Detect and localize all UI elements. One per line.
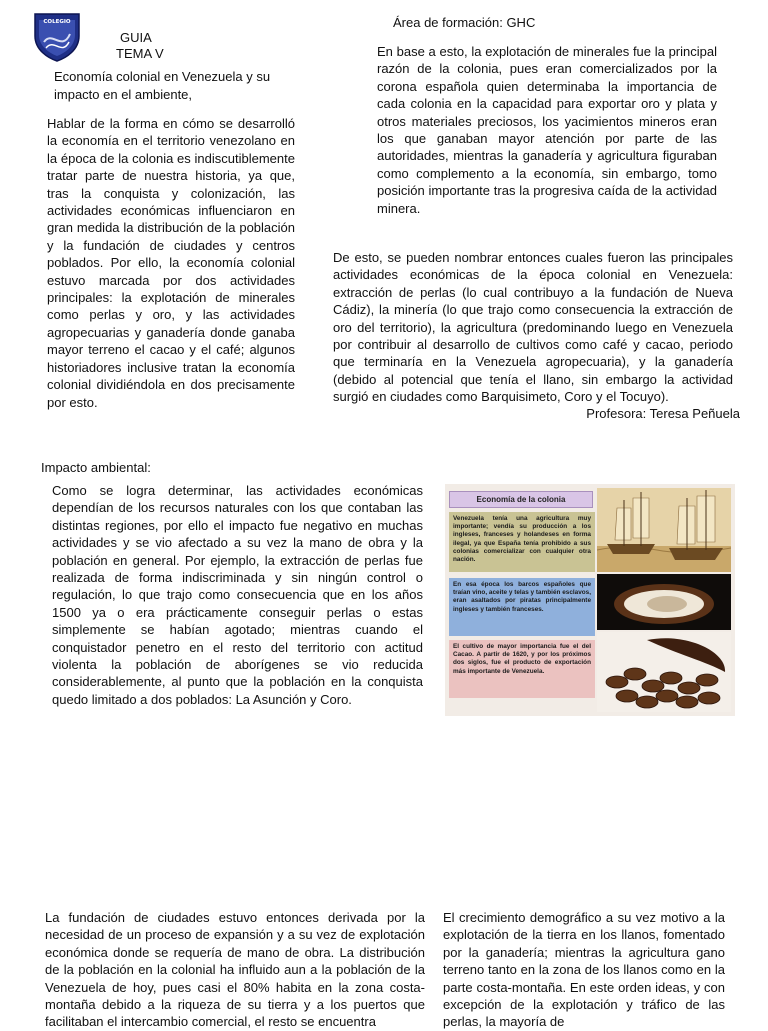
infographic-pirates-box: En esa época los barcos españoles que traían vino, aceite y telas y también esclavos, eran asaltados por piratas principalmente ingleses y también franceses. [449, 578, 595, 636]
minerals-paragraph: En base a esto, la explotación de minerales fue la principal razón de la colonia, pues eran comercializados por la corona española quien determinaba la importancia de cada colonia en la capacidad para exportar oro y plata y otros materiales preciosos, los yacimientos mineros eran los que ganaban mayor atención por parte de las autoridades, mientras la ganadería y agricultura figuraban como complemento a la economía, sin embargo, tomo posición importante tras la progresiva caída de la actividad minera. [377, 44, 717, 216]
infographic-cacao-box: El cultivo de mayor importancia fue el del Cacao. A partir de 1620, y por los próximos dos siglos, fue el producto de exportación más importante de Venezuela. [449, 640, 595, 698]
teacher-name: Profesora: Teresa Peñuela [586, 406, 740, 421]
ships-picture [597, 488, 731, 572]
impact-paragraph: Como se logra determinar, las actividades económicas dependían de los recursos naturales con los que contaban las distintas regiones, por ello el impacto fue negativo en muchas actividades y se vio afectado a su vez la mano de obra y la población en general. Por ejemplo, la extracción de perlas fue realizada de forma indiscriminada y sin ningún control o regulación, lo que trajo como consecuencia que en los años 1500 ya o era prácticamente conseguir perlas o estas simplemente se habían agotado; mientras cuando el conquistador penetro en el resto del territorio con actitud violenta la población de aborígenes se vio reducida considerablemente, al punto que la población en la conquista quedo limitado a dos poblados: La Asunción y Coro. [52, 483, 423, 707]
economy-infographic [445, 484, 735, 716]
growth-paragraph: El crecimiento demográfico a su vez motivo a la explotación de la tierra en los llanos, fomentado por la ganadería; mientras la agricultura gano terreno tanto en la zona de los llanos como en la parte costa-montaña. En este orden ideas, y con excepción de la explotación y tráfico de las perlas, la mayoría de [443, 910, 725, 1030]
infographic-agriculture-box: Venezuela tenía una agricultura muy importante; vendía su producción a los ingleses, franceses y holandeses en forma ilegal, ya que España tenía prohibido a sus colonias comercializar con cualquier otra nación. [449, 512, 595, 572]
cities-paragraph: La fundación de ciudades estuvo entonces derivada por la necesidad de un proceso de expansión y a su vez de explotación económica donde se requería de mano de obra. La distribución de la población en la colonial ha influido aun a la población de la Venezuela de hoy, pues casi el 80% habita en la zona costa-montaña debido a la riqueza de su tierra y a los puertos que facilitaban el intercambio comercial, el resto se encuentra [45, 910, 425, 1030]
logo-text: COLEGIO [43, 19, 71, 25]
impact-heading: Impacto ambiental: [41, 460, 151, 475]
cacao-pod-picture [597, 574, 731, 630]
page-subtitle: Economía colonial en Venezuela y su impacto en el ambiente, [54, 69, 271, 102]
area-label: Área de formación: GHC [393, 15, 536, 30]
intro-paragraph: Hablar de la forma en cómo se desarrolló la economía en el territorio venezolano en la época de la colonia es indiscutiblemente tratar parte de nuestra historia, ya que, tras la conquista y colonización, las actividades económicas influenciaron en gran medida la distribución de la población y la fundación de ciudades y centros poblados. Por ello, la economía colonial estuvo marcada por dos actividades principales: la explotación de minerales como perlas y oro, y las actividades agropecuarias y ganadería donde ganaba mayor terreno el cacao y el café; algunos historiadores inclusive tratan la economía colonial dividiéndola en dos precisamente por esto. [47, 116, 295, 410]
school-logo [32, 12, 82, 62]
guia-label: GUIA [120, 30, 152, 45]
activities-paragraph: De esto, se pueden nombrar entonces cuales fueron las principales actividades económicas de la época colonial en Venezuela: extracción de perlas (lo cual contribuyo a la fundación de Nueva Cádiz), la minería (lo que trajo como consecuencia la extracción de oro del territorio), la agricultura (predominando luego en Venezuela por contribuir al desarrollo de cultivos como café y cacao, periodo que terminaría en la Venezuela agropecuaria), y la ganadería (debido al potencial que tenía el llano, sin embargo la actividad surgió en ciudades como Barquisimeto, Coro y el Tocuyo). [333, 250, 733, 405]
infographic-title: Economía de la colonia [449, 491, 593, 508]
cacao-beans-picture [597, 632, 731, 712]
tema-label: TEMA V [116, 46, 164, 61]
